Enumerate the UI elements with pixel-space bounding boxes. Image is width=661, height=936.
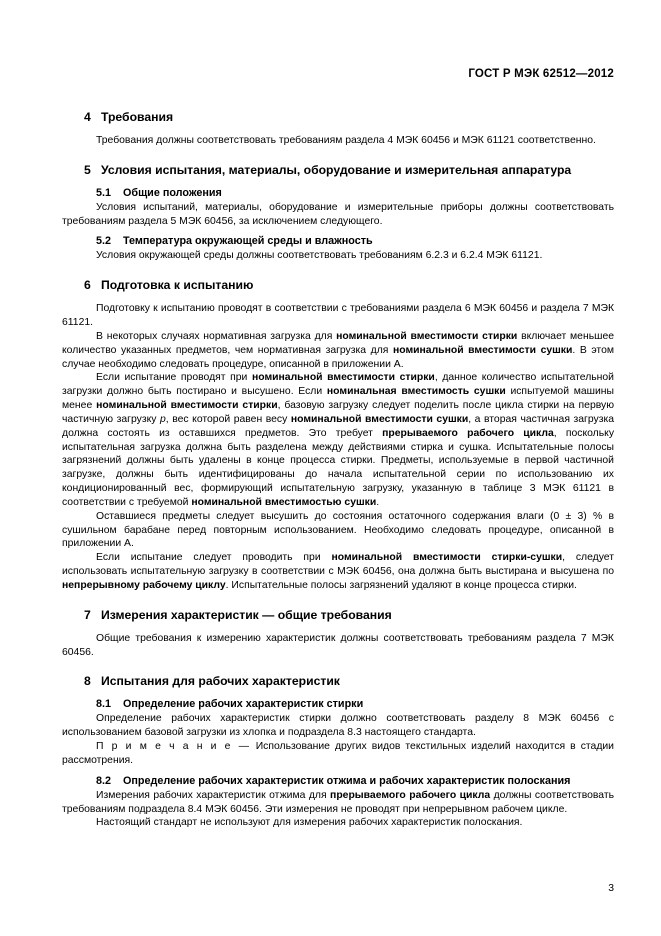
clause-title-6: Подготовка к испытанию	[101, 278, 254, 293]
subclause-title-8-2: Определение рабочих характеристик отжима и рабочих характеристик полоскания	[123, 774, 571, 787]
paragraph-8-2-1: Измерения рабочих характеристик отжима для прерываемого рабочего цикла должны соответствовать требованиям подраздела 8.4 МЭК 60456. Эти измерения не проводят при непрерывном рабочем цикле.	[62, 789, 615, 815]
subclause-number-5-2: 5.2	[96, 235, 112, 248]
clause-title-8: Испытания для рабочих характеристик	[101, 674, 340, 689]
paragraph-6-5: Если испытание следует проводить при номинальной вместимости стирки-сушки, следует использовать испытательную загрузку в соответствии с МЭК 60456, она должна быть выстирана и высушена по непрерывному рабочему циклу. Испытательные полосы загрязнений удаляют в конце процесса стирки.	[62, 552, 614, 591]
page-number: 3	[608, 883, 614, 894]
clause-heading-5	[62, 163, 614, 177]
subclause-heading-8-2	[62, 775, 614, 787]
subclause-number-8-2: 8.2	[96, 774, 112, 787]
clause-heading-7	[62, 608, 614, 622]
subclause-heading-5-1	[62, 187, 614, 199]
paragraph-5-1-1: Условия испытаний, материалы, оборудование и измерительные приборы должны соответствовать требованиям раздела 5 МЭК 60456, за исключением следующего.	[62, 201, 614, 227]
paragraph-6-2: В некоторых случаях нормативная загрузка для номинальной вместимости стирки включает меньшее количество указанных предметов, чем нормативная загрузка для номинальной вместимости сушки. В этом случае необходимо следовать процедуре, описанной в приложении А.	[62, 330, 614, 370]
subclause-title-8-1: Определение рабочих характеристик стирки	[123, 698, 364, 711]
paragraph-6-4: Оставшиеся предметы следует высушить до состояния остаточного содержания влаги (0 ± 3) % в сушильном барабане перед повторным использованием. Необходимо следовать процедуре, описанной в приложении А.	[62, 510, 614, 550]
clause-heading-6	[62, 278, 614, 292]
clause-title-7: Измерения характеристик — общие требования	[101, 607, 392, 622]
paragraph-6-3: Если испытание проводят при номинальной вместимости стирки, данное количество испытательной загрузки должно быть постирано и высушено. Если номинальная вместимость сушки испытуемой машины менее номинальной вместимости стирки, базовую загрузку следует поделить после цикла стирки на первую частичную загрузку p, вес которой равен весу номинальной вместимости сушки, а вторая частичная загрузка должна состоять из оставшихся предметов. Это требует прерываемого рабочего цикла, поскольку испытательная загрузка должна быть разделена между действиями стирка и сушка. Испытательные полосы загрязнений должны быть удалены в конце процесса стирки. Предметы, используемые в первой частичной загрузке, должны быть идентифицированы до начала испытательной серии по использованию их кондиционированный вес, формирующий испытательную загрузку, указанную в таблице 3 МЭК 61121 в соответствии с требуемой номинальной вместимостью сушки.	[62, 372, 615, 508]
clause-heading-8	[62, 674, 614, 688]
note-label: П р и м е ч а н и е —	[96, 741, 251, 753]
clause-number-8: 8	[84, 674, 91, 689]
paragraph-6-1: Подготовку к испытанию проводят в соответствии с требованиями раздела 6 МЭК 60456 и раздела 7 МЭК 61121.	[62, 303, 614, 329]
subclause-title-5-1: Общие положения	[123, 186, 222, 199]
paragraph-5-2-1: Условия окружающей среды должны соответствовать требованиям 6.2.3 и 6.2.4 МЭК 61121.	[96, 250, 543, 262]
paragraph-4-1: Требования должны соответствовать требованиям раздела 4 МЭК 60456 и МЭК 61121 соответственно.	[96, 135, 596, 146]
clause-heading-4	[62, 110, 614, 124]
clause-title-4: Требования	[101, 110, 174, 124]
note-8-1	[62, 740, 614, 768]
subclause-heading-5-2	[62, 235, 614, 247]
subclause-title-5-2: Температура окружающей среды и влажность	[123, 235, 373, 248]
clause-number-6: 6	[84, 278, 91, 293]
clause-number-7: 7	[84, 607, 91, 622]
clause-number-5: 5	[84, 162, 91, 177]
subclause-heading-8-1	[62, 698, 614, 710]
paragraph-8-2-2: Настоящий стандарт не используют для измерения рабочих характеристик полоскания.	[96, 817, 523, 829]
clause-number-4: 4	[84, 110, 91, 124]
document-body	[62, 95, 614, 830]
subclause-number-8-1: 8.1	[96, 698, 112, 711]
clause-title-5: Условия испытания, материалы, оборудование и измерительная аппаратура	[101, 162, 572, 177]
page-header: ГОСТ Р МЭК 62512—2012	[468, 68, 614, 80]
subclause-number-5-1: 5.1	[96, 186, 112, 199]
paragraph-8-1-1: Определение рабочих характеристик стирки должно соответствовать разделу 8 МЭК 60456 с использованием базовой загрузки из хлопка и подраздела 8.3 настоящего стандарта.	[62, 713, 614, 739]
paragraph-7-1: Общие требования к измерению характеристик должны соответствовать требованиям раздела 7 МЭК 60456.	[62, 632, 614, 658]
note-text: Использование других видов текстильных изделий находится в стадии рассмотрения.	[62, 741, 614, 766]
